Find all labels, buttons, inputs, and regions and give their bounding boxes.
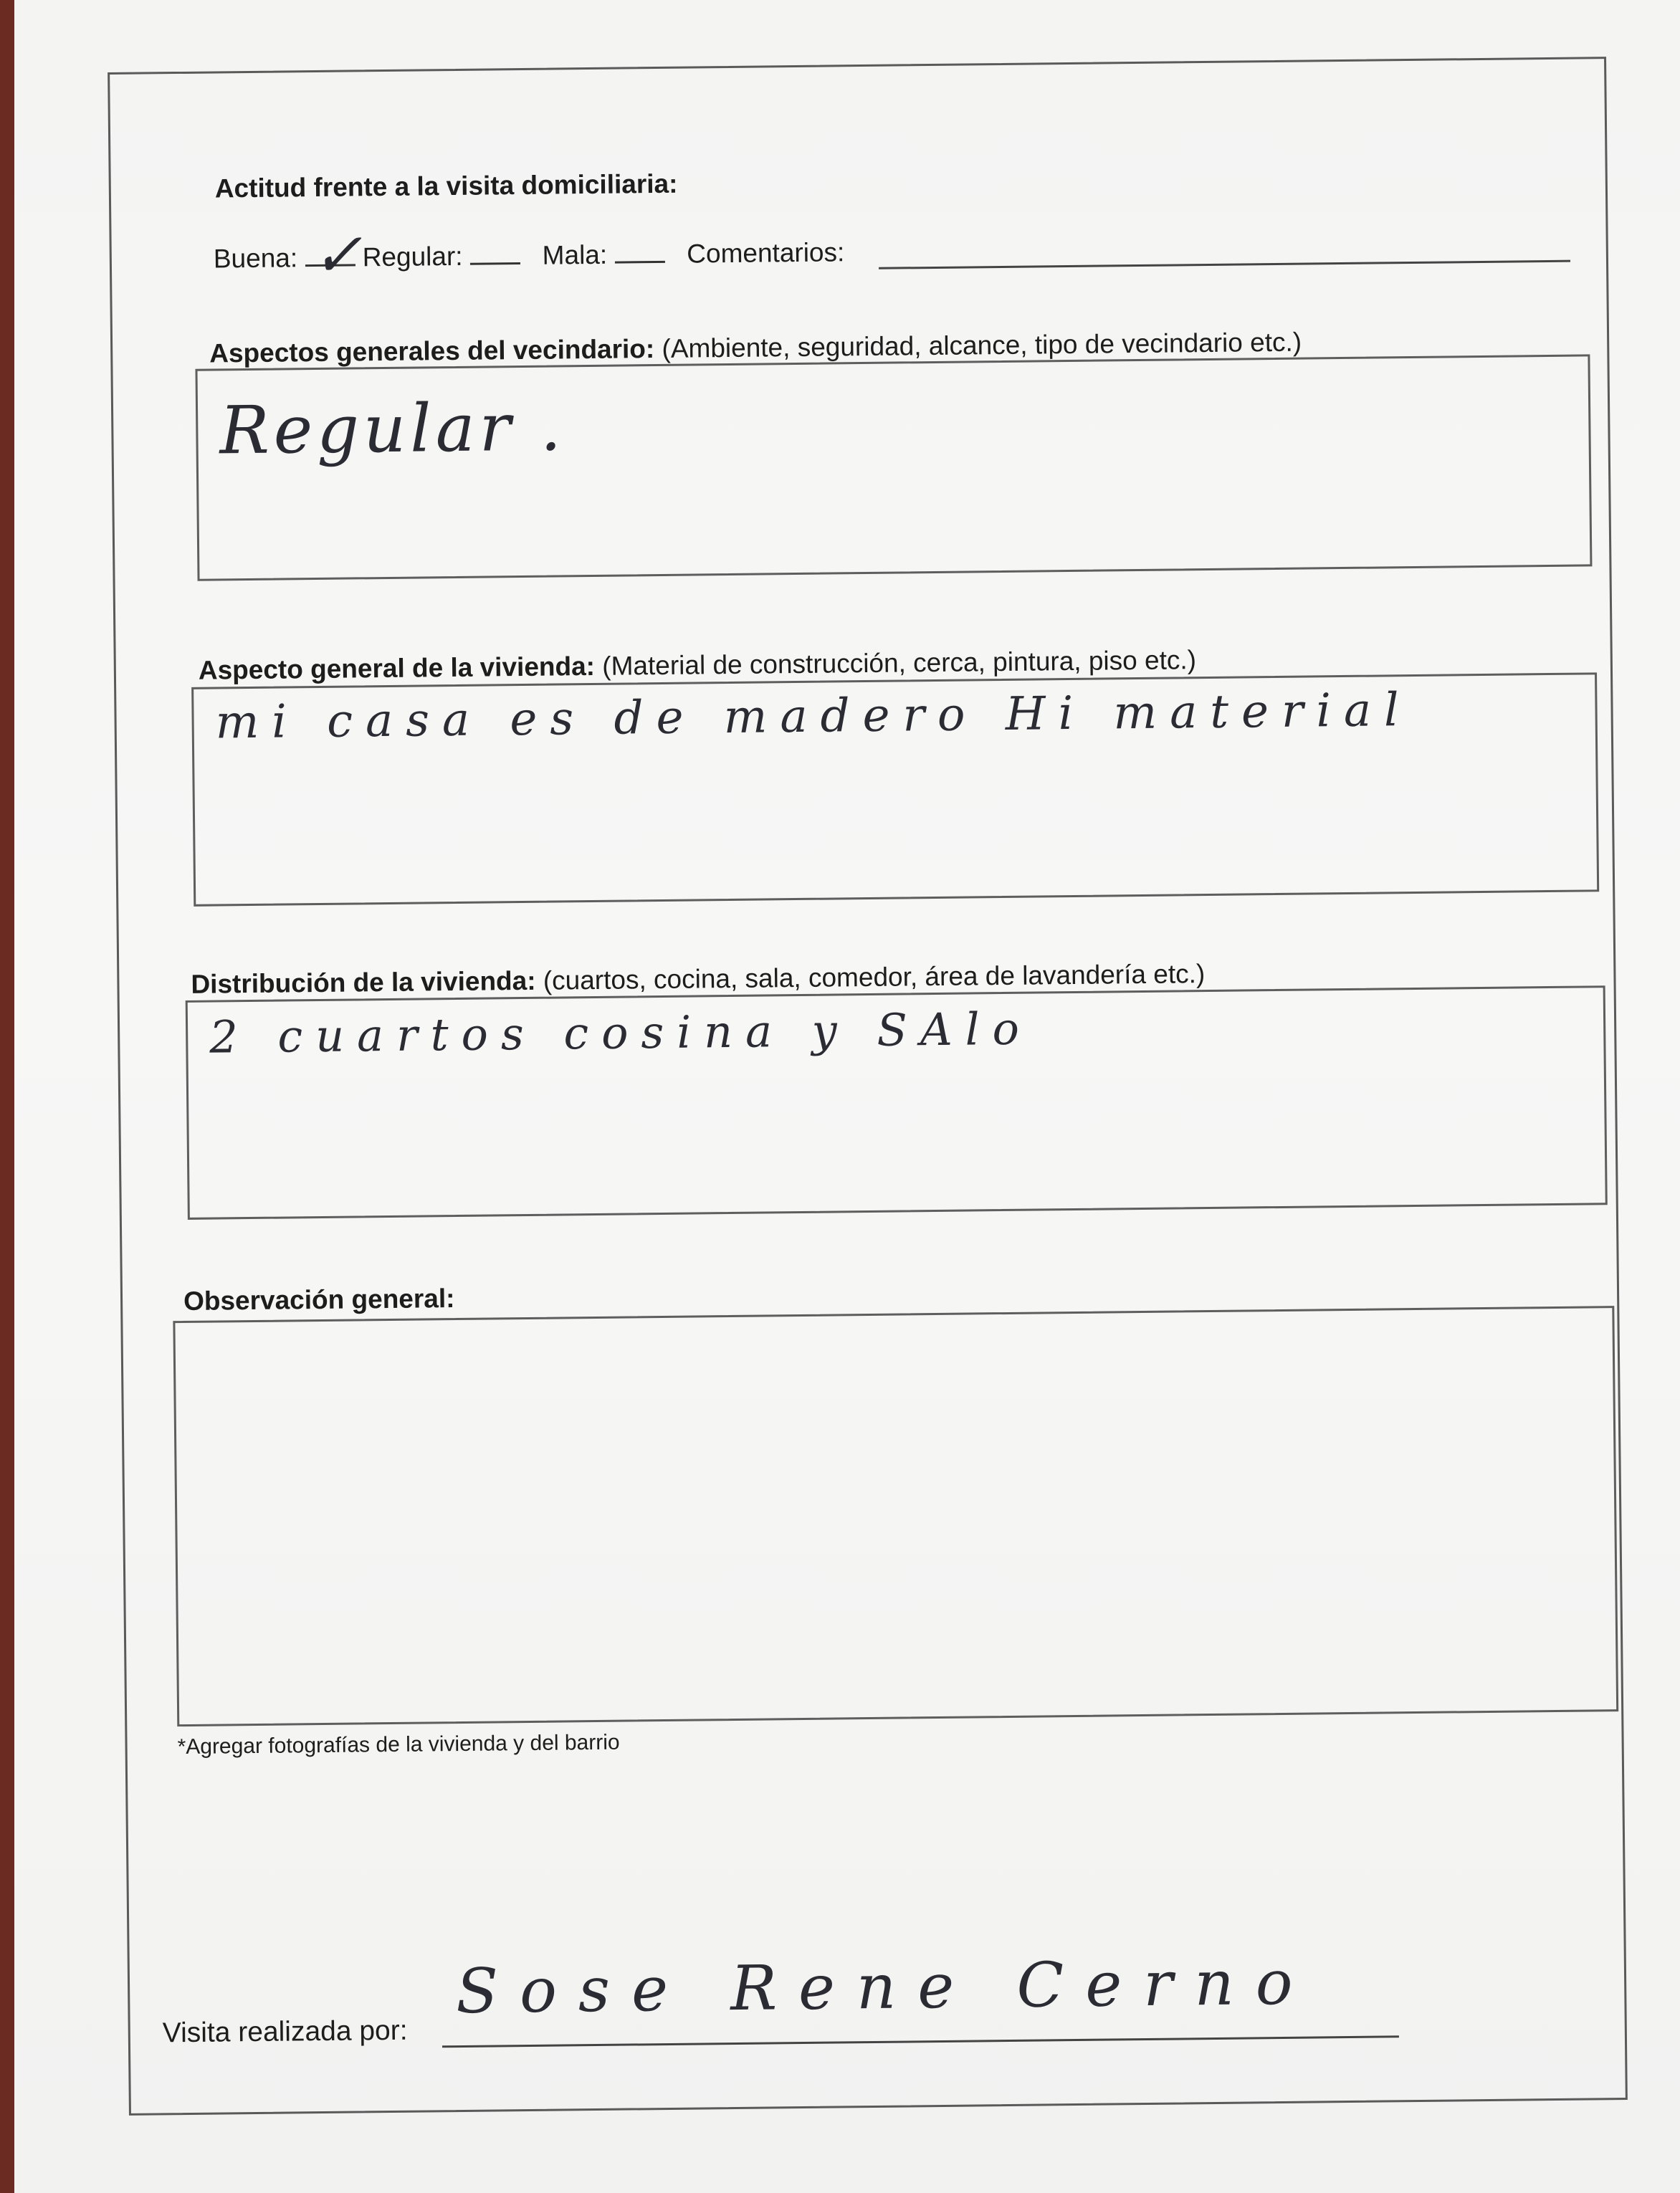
observation-box[interactable] [173,1306,1618,1726]
form-page [14,0,1680,2193]
observation-title: Observación general: [183,1284,455,1317]
good-label: Buena: [213,243,298,274]
distribution-hint: (cuartos, cocina, sala, comedor, área de lavandería etc.) [543,959,1206,995]
form-frame [108,57,1628,2116]
attitude-options [213,219,845,291]
distribution-answer: 2 cuartos cosina y SAlo [209,1002,1033,1064]
house-box[interactable] [191,672,1599,907]
house-hint: (Material de construcción, cerca, pintura, piso etc.) [602,645,1197,681]
neighborhood-answer: Regular . [219,388,566,469]
visitor-name: Sose Rene Cerno [455,1946,1314,2028]
neighborhood-title: Aspectos generales del vecindario: [209,334,655,368]
house-answer: mi casa es de madero Hi material [215,684,1412,750]
neighborhood-hint: (Ambiente, seguridad, alcance, tipo de vecindario etc.) [662,327,1302,363]
photos-footnote: *Agregar fotografías de la vivienda y del barrio [177,1730,620,1759]
attitude-title: Actitud frente a la visita domiciliaria: [214,168,678,204]
bad-field[interactable] [615,261,665,264]
neighborhood-box[interactable] [195,354,1592,580]
comments-line[interactable] [879,260,1570,269]
house-title: Aspecto general de la vivienda: [198,651,596,685]
visit-signature-line[interactable] [442,2035,1399,2048]
bad-label: Mala: [542,239,608,270]
good-field[interactable] [305,219,363,291]
distribution-title: Distribución de la vivienda: [191,965,536,999]
distribution-box[interactable] [186,985,1608,1220]
regular-field[interactable] [470,262,520,265]
comments-label: Comentarios: [687,237,845,269]
visit-label: Visita realizada por: [162,2015,408,2049]
good-check-mark: ✓ [311,219,363,291]
regular-label: Regular: [362,241,463,272]
